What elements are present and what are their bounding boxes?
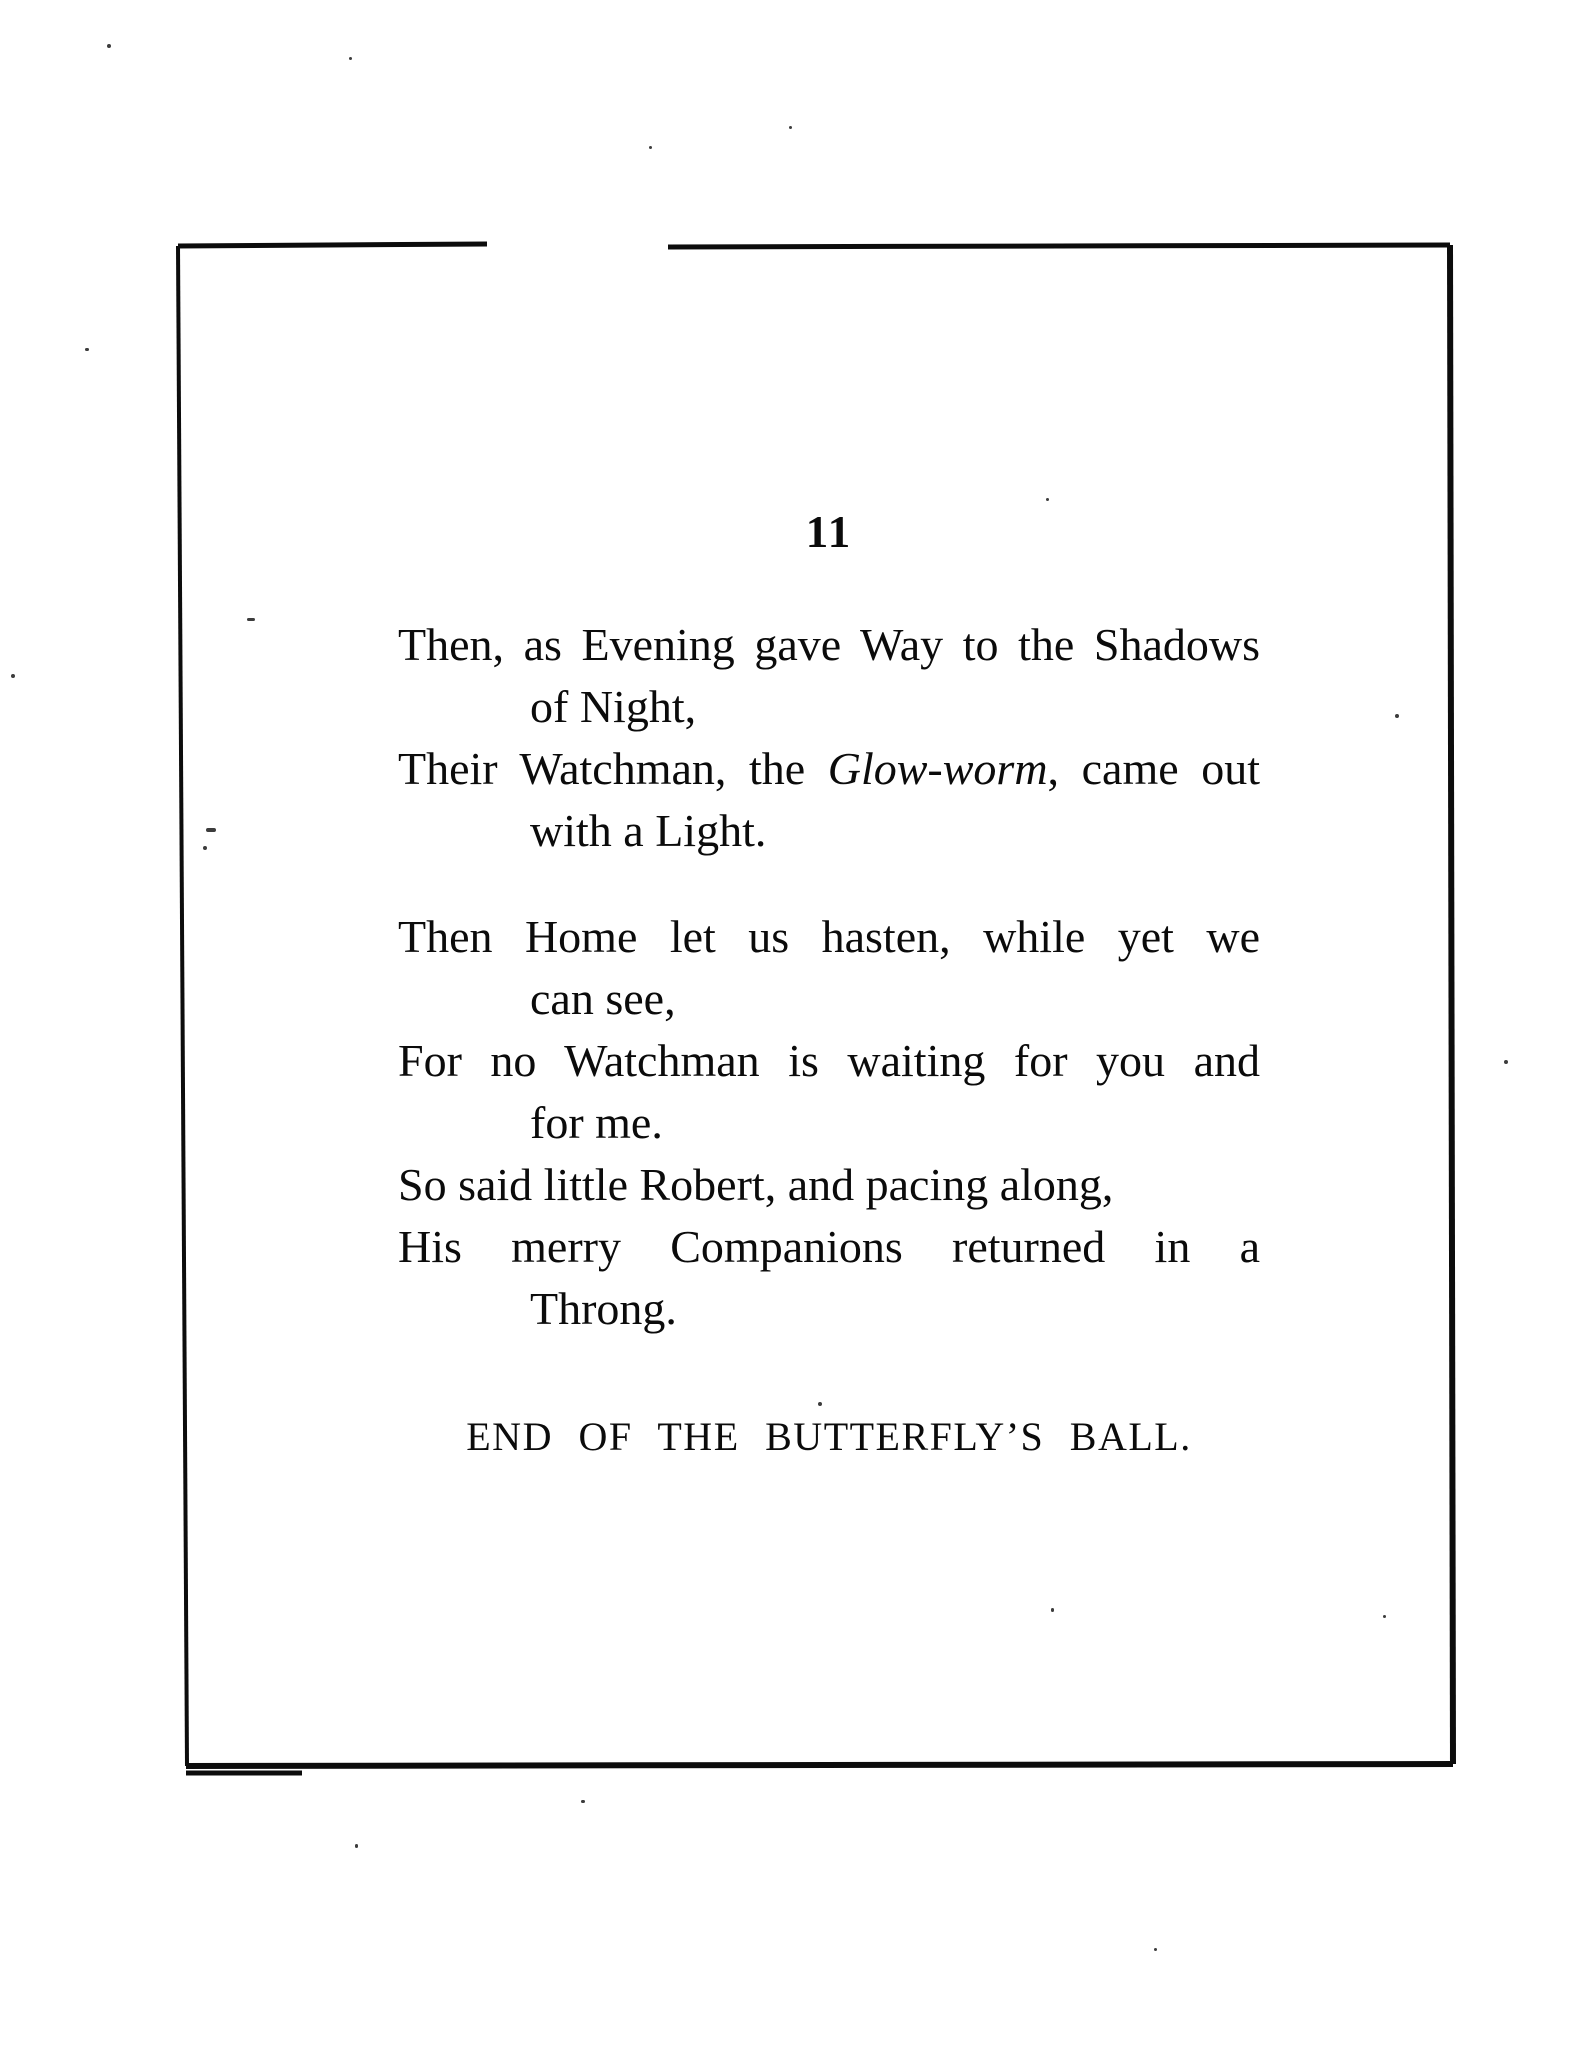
- scan-speck: [203, 846, 207, 850]
- poem-line-segment: Throng.: [530, 1283, 677, 1334]
- scan-speck: [1046, 498, 1049, 501]
- poem-line-segment: So said little Robert, and pacing along,: [398, 1159, 1114, 1210]
- poem-line-segment: For no Watchman is waiting for you and: [398, 1035, 1260, 1086]
- scan-speck: [789, 126, 792, 129]
- poem-line-segment: Their Watchman, the: [398, 743, 828, 794]
- scan-speck: [1395, 714, 1399, 718]
- poem-line: [398, 1154, 1260, 1216]
- poem-line: [398, 906, 1260, 968]
- colophon: END OF THE BUTTERFLY’S BALL.: [466, 1414, 1192, 1459]
- poem-line-italic-segment: Glow-worm: [827, 743, 1048, 794]
- poem-line: [398, 968, 1260, 1030]
- scan-speck: [1383, 1615, 1386, 1618]
- poem-line-segment: Then Home let us hasten, while yet we: [398, 911, 1260, 962]
- poem: [398, 501, 1260, 1468]
- poem-line-segment: with a Light.: [530, 805, 767, 856]
- scan-speck: [1154, 1948, 1157, 1951]
- scan-speck: [818, 1402, 822, 1406]
- border-bottom: [186, 1764, 1453, 1766]
- stanza: [398, 906, 1260, 1340]
- stanza: [398, 614, 1260, 862]
- scan-speck: [355, 1844, 358, 1848]
- scan-speck: [581, 1800, 585, 1803]
- poem-line: [398, 614, 1260, 676]
- stanzas-container: [398, 614, 1260, 1340]
- scan-speck: [649, 146, 652, 149]
- border-top-right-segment: [668, 245, 1450, 247]
- border-top-left-segment: [178, 244, 487, 246]
- poem-line: [398, 738, 1260, 800]
- poem-line-segment: , came out: [1047, 743, 1260, 794]
- poem-line-segment: of Night,: [530, 681, 697, 732]
- scan-speck: [85, 348, 89, 351]
- poem-line: [398, 1030, 1260, 1092]
- poem-line: [398, 800, 1260, 862]
- border-right: [1450, 245, 1453, 1764]
- poem-line-segment: His merry Companions returned in a: [398, 1221, 1260, 1272]
- poem-line-segment: Then, as Evening gave Way to the Shadows: [398, 619, 1260, 670]
- scan-speck: [107, 44, 111, 48]
- scan-speck: [206, 828, 216, 832]
- scan-speck: [1504, 1060, 1508, 1064]
- scan-speck: [349, 57, 352, 60]
- poem-line: [398, 1092, 1260, 1154]
- poem-line: [398, 1216, 1260, 1278]
- scan-speck: [11, 674, 15, 678]
- poem-line-segment: for me.: [530, 1097, 663, 1148]
- poem-line: [398, 1278, 1260, 1340]
- scan-speck: [247, 618, 255, 621]
- border-left: [178, 246, 187, 1766]
- page-number: 11: [805, 507, 853, 557]
- scan-speck: [1051, 1608, 1054, 1612]
- poem-line: [398, 676, 1260, 738]
- poem-line-segment: can see,: [530, 973, 676, 1024]
